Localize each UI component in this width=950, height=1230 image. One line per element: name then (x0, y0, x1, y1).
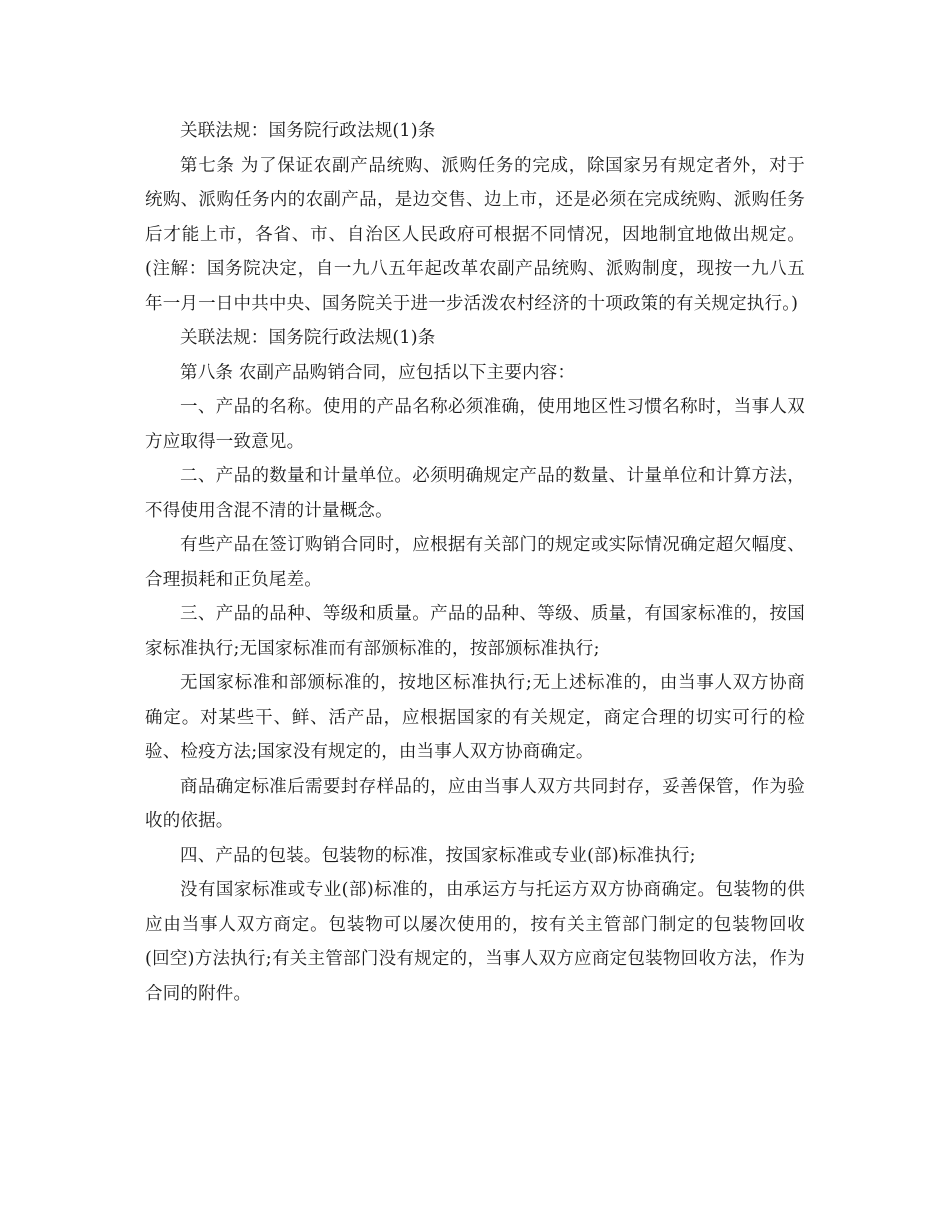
paragraph-article-7: 第七条 为了保证农副产品统购、派购任务的完成，除国家另有规定者外，对于统购、派购任务内的农副产品，是边交售、边上市，还是必须在完成统购、派购任务后才能上市，各省、市、自治区人民政府可根据不同情况，因地制宜地做出规定。(注解：国务院决定，自一九八五年起改革农副产品统购、派购制度，现按一九八五年一月一日中共中央、国务院关于进一步活泼农村经济的十项政策的有关规定执行。) (145, 155, 805, 314)
paragraph-item-2-quantity: 二、产品的数量和计量单位。必须明确规定产品的数量、计量单位和计算方法，不得使用含混不清的计量概念。 (145, 466, 805, 521)
paragraph-item-3-quality: 三、产品的品种、等级和质量。产品的品种、等级、质量，有国家标准的，按国家标准执行;无国家标准而有部颁标准的，按部颁标准执行; (145, 604, 805, 659)
paragraph-item-3-samples: 商品确定标准后需要封存样品的，应由当事人双方共同封存，妥善保管，作为验收的依据。 (145, 776, 805, 831)
paragraph-item-2-tolerance: 有些产品在签订购销合同时，应根据有关部门的规定或实际情况确定超欠幅度、合理损耗和正负尾差。 (145, 535, 805, 590)
paragraph-item-4-packaging: 四、产品的包装。包装物的标准，按国家标准或专业(部)标准执行; (180, 845, 696, 866)
document-body (145, 114, 805, 1011)
paragraph-item-1-name: 一、产品的名称。使用的产品名称必须准确，使用地区性习惯名称时，当事人双方应取得一致意见。 (145, 397, 805, 452)
paragraph-article-8: 第八条 农副产品购销合同，应包括以下主要内容： (180, 362, 576, 383)
paragraph-related-regulation-1: 关联法规：国务院行政法规(1)条 (180, 121, 436, 141)
paragraph-item-3-standards: 无国家标准和部颁标准的，按地区标准执行;无上述标准的，由当事人双方协商确定。对某些干、鲜、活产品，应根据国家的有关规定，商定合理的切实可行的检验、检疫方法;国家没有规定的，由当事人双方协商确定。 (145, 673, 805, 762)
paragraph-item-4-packaging-details: 没有国家标准或专业(部)标准的，由承运方与托运方双方协商确定。包装物的供应由当事人双方商定。包装物可以屡次使用的，按有关主管部门制定的包装物回收(回空)方法执行;有关主管部门没有规定的，当事人双方应商定包装物回收方法，作为合同的附件。 (145, 880, 805, 1004)
paragraph-related-regulation-2: 关联法规：国务院行政法规(1)条 (180, 328, 436, 348)
